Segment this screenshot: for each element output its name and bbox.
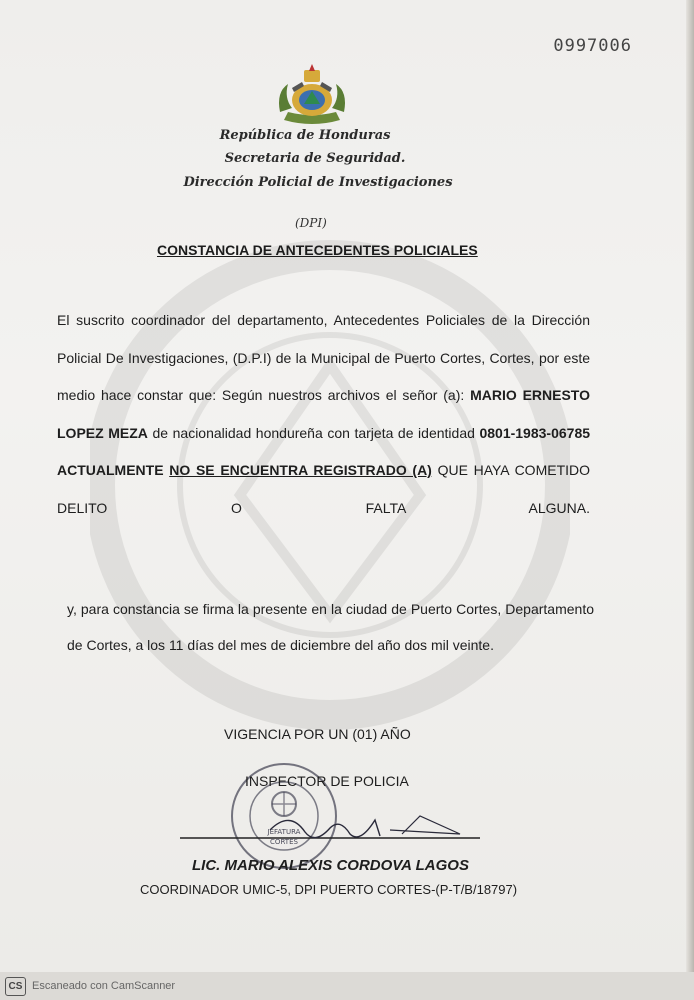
serial-number: 0997006 <box>553 36 632 56</box>
seal-text-top: JEFATURA <box>267 828 301 836</box>
header-direccion: Dirección Policial de Investigaciones <box>183 175 453 190</box>
certificate-body <box>57 302 590 527</box>
scanner-watermark-text: Escaneado con CamScanner <box>32 980 176 992</box>
person-name: MARIO ERNESTO LOPEZ MEZA <box>57 387 590 441</box>
body-intro: El suscrito coordinador del departamento, Antecedentes Policiales de la Dirección Policial De Investigaciones, (D.P.I) de la Municipal de Puerto Cortes, Cortes, por este medio hace constar que: Según nuestros archivos el señor (a): <box>57 312 590 403</box>
status-text: NO SE ENCUENTRA REGISTRADO (A) <box>169 462 432 478</box>
inspector-label: INSPECTOR DE POLICIA <box>245 773 409 789</box>
header-dpi: (DPI) <box>295 216 327 230</box>
seal-text-bottom: CORTES <box>270 838 298 846</box>
status-tail: QUE HAYA COMETIDO DELITO O FALTA ALGUNA. <box>57 462 591 516</box>
paper-edge <box>686 0 694 972</box>
body-nationality: de nacionalidad hondureña con tarjeta de identidad <box>152 424 475 441</box>
signer-title: COORDINADOR UMIC-5, DPI PUERTO CORTES-(P-T/B/18797) <box>140 882 518 897</box>
header-republic: República de Honduras <box>219 128 391 143</box>
status-lead: ACTUALMENTE <box>57 462 164 478</box>
header-secretaria: Secretaria de Seguridad. <box>224 151 406 166</box>
signature-icon <box>180 800 490 860</box>
closing-paragraph: y, para constancia se firma la presente en la ciudad de Puerto Cortes, Departamento de Cortes, a los 11 días del mes de diciembre del año dos mil veinte. <box>67 601 594 653</box>
validity-text: VIGENCIA POR UN (01) AÑO <box>224 726 411 742</box>
camscanner-logo-icon: CS <box>5 977 26 996</box>
coat-of-arms-icon <box>274 62 350 130</box>
scanner-footer <box>0 972 694 1000</box>
document-title: CONSTANCIA DE ANTECEDENTES POLICIALES <box>157 242 478 258</box>
signer-name: LIC. MARIO ALEXIS CORDOVA LAGOS <box>192 857 469 874</box>
id-number: 0801-1983-06785 <box>479 424 591 441</box>
